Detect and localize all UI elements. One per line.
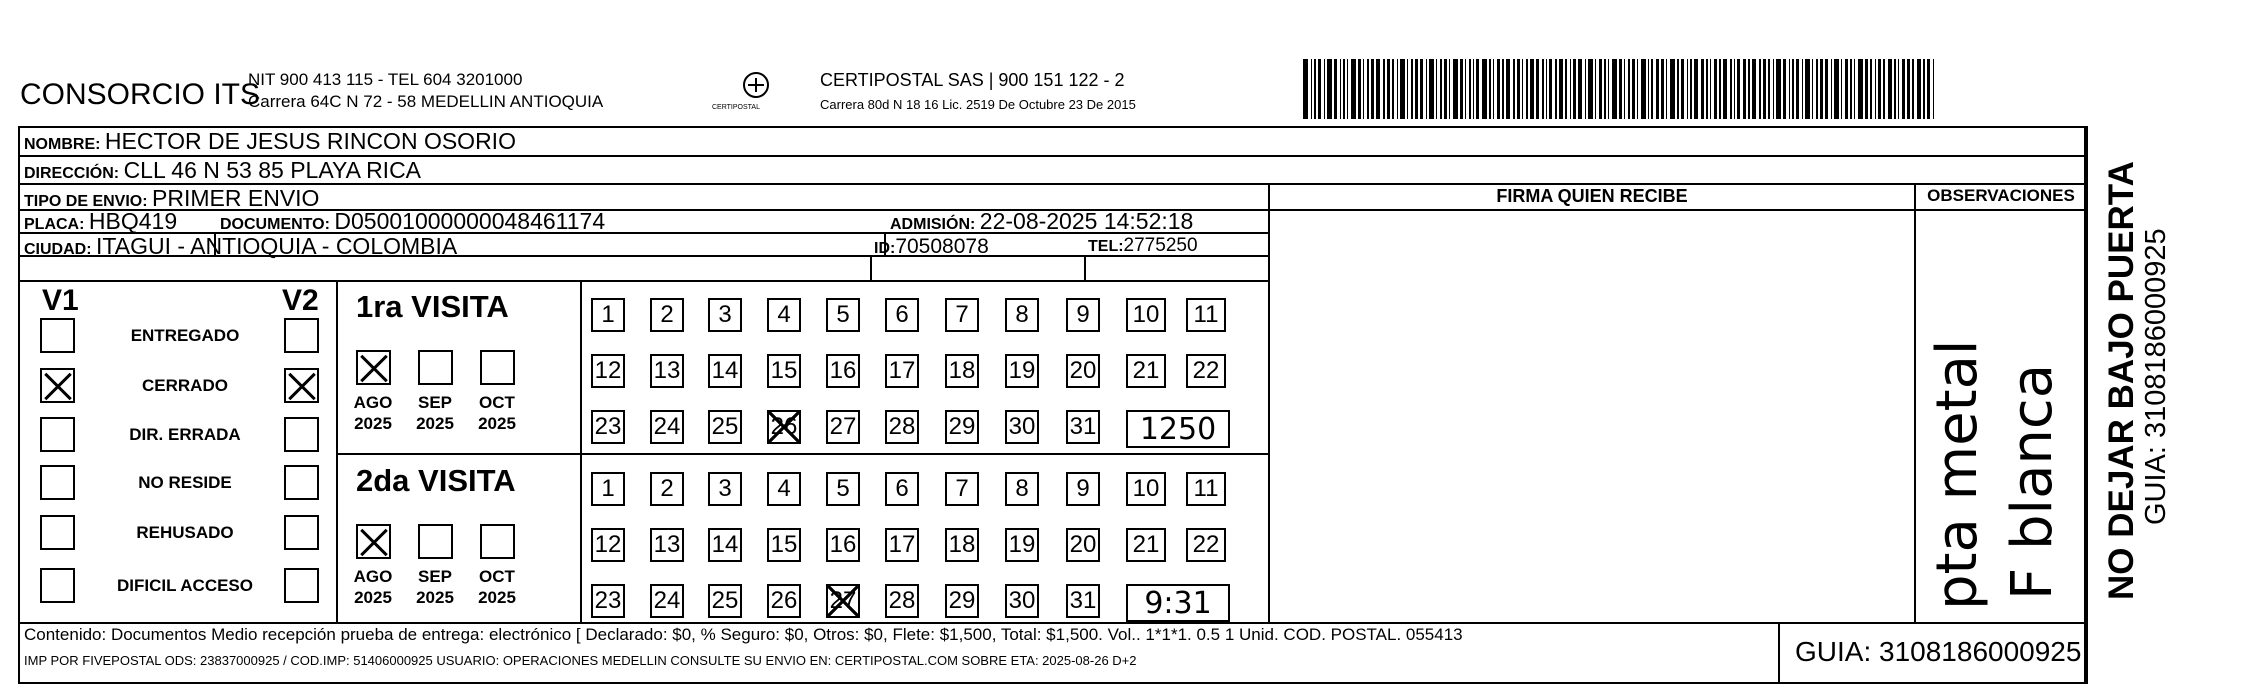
day-cell[interactable]: 24 bbox=[650, 410, 684, 444]
v1-checkbox[interactable] bbox=[40, 318, 75, 353]
documento-value: D05001000000048461174 bbox=[334, 208, 606, 234]
day-cell[interactable]: 9 bbox=[1066, 298, 1100, 332]
status-label: CERRADO bbox=[142, 376, 228, 395]
day-cell[interactable]: 19 bbox=[1005, 528, 1039, 562]
id-label: ID: bbox=[874, 240, 896, 257]
month-year: 2025 bbox=[416, 588, 454, 607]
barcode-bar bbox=[1513, 59, 1515, 119]
status-label: DIFICIL ACCESO bbox=[116, 576, 253, 595]
barcode-bar bbox=[1841, 59, 1843, 119]
month-name: SEP bbox=[417, 393, 453, 412]
barcode-bar bbox=[1783, 59, 1786, 119]
day-cell[interactable]: 12 bbox=[591, 354, 625, 388]
barcode-bar bbox=[1619, 59, 1622, 119]
barcode-bar bbox=[1407, 59, 1409, 119]
handwritten-time: 1250 bbox=[1126, 410, 1230, 448]
v1-checkbox[interactable] bbox=[40, 417, 75, 452]
barcode-bar bbox=[1465, 59, 1467, 119]
day-cell[interactable]: 18 bbox=[945, 354, 979, 388]
barcode-bar bbox=[1347, 59, 1349, 119]
day-cell[interactable]: 1 bbox=[591, 472, 625, 506]
month-label bbox=[472, 392, 522, 434]
barcode-bar bbox=[1637, 59, 1639, 119]
barcode-bar bbox=[1661, 59, 1664, 119]
barcode-bar bbox=[1648, 59, 1650, 119]
barcode-bar bbox=[1923, 59, 1925, 119]
day-cell[interactable]: 2 bbox=[650, 298, 684, 332]
v1-checkbox[interactable] bbox=[40, 368, 75, 403]
day-cell[interactable]: 23 bbox=[591, 410, 625, 444]
day-cell[interactable]: 10 bbox=[1126, 472, 1166, 506]
day-cell[interactable]: 6 bbox=[885, 298, 919, 332]
barcode-bar bbox=[1933, 59, 1935, 119]
tel-value: 2775250 bbox=[1123, 235, 1198, 256]
no-dejar-warning: NO DEJAR BAJO PUERTA bbox=[2102, 161, 2141, 600]
barcode-bar bbox=[1681, 59, 1684, 119]
admision-label: ADMISIÓN: bbox=[890, 216, 976, 233]
month-year: 2025 bbox=[478, 414, 516, 433]
barcode-bar bbox=[1845, 59, 1848, 119]
day-cell[interactable]: 30 bbox=[1005, 410, 1039, 444]
day-cell[interactable]: 8 bbox=[1005, 472, 1039, 506]
day-cell[interactable]: 12 bbox=[591, 528, 625, 562]
ciudad-value: ITAGUI - ANTIOQUIA - COLOMBIA bbox=[96, 233, 458, 259]
placa-label: PLACA: bbox=[24, 216, 85, 233]
barcode-bar bbox=[1641, 59, 1646, 119]
barcode-bar bbox=[1612, 59, 1617, 119]
barcode-bar bbox=[1426, 59, 1428, 119]
placa-value: HBQ419 bbox=[88, 208, 178, 234]
status-label: ENTREGADO bbox=[130, 326, 240, 345]
barcode-bar bbox=[1894, 59, 1896, 119]
barcode-bar bbox=[1444, 59, 1447, 119]
admision-row bbox=[890, 208, 1193, 235]
day-cell[interactable]: 3 bbox=[708, 298, 742, 332]
visit-title: 2da VISITA bbox=[356, 463, 516, 498]
barcode-bar bbox=[1768, 59, 1770, 119]
day-cell[interactable]: 17 bbox=[885, 354, 919, 388]
barcode-bar bbox=[1816, 59, 1818, 119]
month-checkbox[interactable] bbox=[356, 524, 391, 559]
day-cell[interactable]: 25 bbox=[708, 584, 742, 618]
barcode-bar bbox=[1415, 59, 1418, 119]
day-cell[interactable]: 24 bbox=[650, 584, 684, 618]
certipostal-logo-icon bbox=[726, 70, 786, 120]
barcode-bar bbox=[1334, 59, 1337, 119]
day-cell[interactable]: 28 bbox=[885, 584, 919, 618]
barcode-bar bbox=[1898, 59, 1900, 119]
barcode-bar bbox=[1763, 59, 1766, 119]
barcode-bar bbox=[1752, 59, 1757, 119]
day-cell[interactable]: 19 bbox=[1005, 354, 1039, 388]
day-cell[interactable]: 30 bbox=[1005, 584, 1039, 618]
day-cell[interactable]: 18 bbox=[945, 528, 979, 562]
day-cell[interactable]: 27 bbox=[826, 410, 860, 444]
barcode-bar bbox=[1714, 59, 1717, 119]
direccion-row bbox=[24, 157, 421, 184]
company-name: CONSORCIO ITS bbox=[20, 78, 261, 111]
month-name: AGO bbox=[353, 567, 393, 586]
barcode-bar bbox=[1743, 59, 1746, 119]
barcode-bar bbox=[1526, 59, 1528, 119]
barcode-bar bbox=[1367, 59, 1369, 119]
barcode-bar bbox=[1311, 59, 1313, 119]
barcode-bar bbox=[1546, 59, 1548, 119]
day-cell[interactable]: 6 bbox=[885, 472, 919, 506]
v2-checkbox[interactable] bbox=[284, 368, 319, 403]
day-cell[interactable]: 7 bbox=[945, 472, 979, 506]
barcode-bar bbox=[1917, 59, 1922, 119]
barcode-bar bbox=[1723, 59, 1728, 119]
barcode-bar bbox=[1440, 59, 1442, 119]
barcode-bar bbox=[1796, 59, 1799, 119]
month-name: OCT bbox=[479, 393, 515, 412]
month-label bbox=[348, 566, 398, 608]
barcode-bar bbox=[1506, 59, 1511, 119]
barcode-bar bbox=[1559, 59, 1564, 119]
day-cell[interactable]: 13 bbox=[650, 528, 684, 562]
company-address: Carrera 64C N 72 - 58 MEDELLIN ANTIOQUIA bbox=[248, 92, 604, 111]
barcode-bar bbox=[1907, 59, 1910, 119]
direccion-value: CLL 46 N 53 85 PLAYA RICA bbox=[123, 157, 422, 183]
day-cell[interactable]: 25 bbox=[708, 410, 742, 444]
v2-checkbox[interactable] bbox=[284, 417, 319, 452]
barcode-bar bbox=[1912, 59, 1914, 119]
id-row bbox=[874, 235, 989, 259]
barcode-bar bbox=[1834, 59, 1839, 119]
barcode-bar bbox=[1875, 59, 1877, 119]
day-cell[interactable]: 22 bbox=[1186, 354, 1226, 388]
day-cell[interactable]: 16 bbox=[826, 354, 860, 388]
v2-checkbox[interactable] bbox=[284, 465, 319, 500]
barcode-bar bbox=[1656, 59, 1659, 119]
day-cell[interactable]: 5 bbox=[826, 298, 860, 332]
barcode-bar bbox=[1865, 59, 1868, 119]
day-cell[interactable]: 17 bbox=[885, 528, 919, 562]
nombre-label: NOMBRE: bbox=[24, 136, 101, 153]
barcode-bar bbox=[1690, 59, 1692, 119]
barcode-bar bbox=[1303, 59, 1308, 119]
day-cell[interactable]: 8 bbox=[1005, 298, 1039, 332]
barcode-bar bbox=[1854, 59, 1856, 119]
day-cell[interactable]: 31 bbox=[1066, 584, 1100, 618]
barcode-bar bbox=[1565, 59, 1567, 119]
day-cell[interactable]: 4 bbox=[767, 298, 801, 332]
barcode-bar bbox=[1628, 59, 1630, 119]
barcode-bar bbox=[1436, 59, 1438, 119]
barcode-bar bbox=[1578, 59, 1581, 119]
barcode-bar bbox=[1588, 59, 1593, 119]
tel-row bbox=[1088, 235, 1198, 257]
barcode-bar bbox=[1324, 59, 1326, 119]
guia-vertical: GUIA: 3108186000925 bbox=[2140, 228, 2172, 525]
barcode-bar bbox=[1624, 59, 1626, 119]
barcode-bar bbox=[1397, 59, 1399, 119]
barcode-bar bbox=[1608, 59, 1610, 119]
barcode bbox=[1303, 59, 1936, 119]
contenido-text: Contenido: Documentos Medio recepción prueba de entrega: electrónico [ Declarado: $0, % Seguro: $0, Otros: $0, Flete: $1,500, Total: $1,500. Vol.. 1*1*1. 0.5 1 Unid. COD. POSTAL. 055413 bbox=[24, 625, 1463, 644]
barcode-bar bbox=[1670, 59, 1675, 119]
status-label: REHUSADO bbox=[136, 523, 234, 542]
barcode-bar bbox=[1340, 59, 1342, 119]
day-cell[interactable]: 23 bbox=[591, 584, 625, 618]
month-label bbox=[348, 392, 398, 434]
barcode-bar bbox=[1677, 59, 1679, 119]
month-checkbox[interactable] bbox=[356, 350, 391, 385]
month-checkbox[interactable] bbox=[480, 524, 515, 559]
barcode-bar bbox=[1411, 59, 1413, 119]
day-cell[interactable]: 29 bbox=[945, 584, 979, 618]
barcode-bar bbox=[1878, 59, 1881, 119]
barcode-bar bbox=[1687, 59, 1689, 119]
barcode-bar bbox=[1497, 59, 1500, 119]
barcode-bar bbox=[1585, 59, 1587, 119]
barcode-bar bbox=[1570, 59, 1572, 119]
day-cell[interactable]: 14 bbox=[708, 354, 742, 388]
barcode-bar bbox=[1358, 59, 1361, 119]
ciudad-label: CIUDAD: bbox=[24, 241, 92, 258]
barcode-bar bbox=[1476, 59, 1479, 119]
barcode-bar bbox=[1927, 59, 1930, 119]
certipostal-line: CERTIPOSTAL SAS | 900 151 122 - 2 bbox=[820, 70, 1125, 90]
day-cell[interactable]: 3 bbox=[708, 472, 742, 506]
v1-checkbox[interactable] bbox=[40, 568, 75, 603]
day-cell[interactable]: 22 bbox=[1186, 528, 1226, 562]
day-cell[interactable]: 9 bbox=[1066, 472, 1100, 506]
v1-label: V1 bbox=[42, 284, 79, 317]
observation-line-2: F blanca bbox=[2000, 363, 2065, 600]
barcode-bar bbox=[1730, 59, 1732, 119]
month-name: SEP bbox=[417, 567, 453, 586]
day-cell[interactable]: 11 bbox=[1186, 298, 1226, 332]
barcode-bar bbox=[1351, 59, 1356, 119]
v1-checkbox[interactable] bbox=[40, 515, 75, 550]
barcode-bar bbox=[1387, 59, 1390, 119]
firma-header: FIRMA QUIEN RECIBE bbox=[1496, 186, 1688, 206]
barcode-bar bbox=[1489, 59, 1491, 119]
month-checkbox[interactable] bbox=[418, 524, 453, 559]
day-cell[interactable]: 14 bbox=[708, 528, 742, 562]
day-cell[interactable]: 21 bbox=[1126, 354, 1166, 388]
barcode-bar bbox=[1666, 59, 1668, 119]
barcode-bar bbox=[1651, 59, 1653, 119]
documento-label: DOCUMENTO: bbox=[220, 216, 330, 233]
barcode-bar bbox=[1371, 59, 1374, 119]
barcode-bar bbox=[1383, 59, 1385, 119]
day-cell[interactable]: 13 bbox=[650, 354, 684, 388]
barcode-bar bbox=[1773, 59, 1775, 119]
v2-checkbox[interactable] bbox=[284, 318, 319, 353]
barcode-bar bbox=[1420, 59, 1423, 119]
barcode-bar bbox=[1502, 59, 1504, 119]
tipo-value: PRIMER ENVIO bbox=[152, 185, 320, 211]
day-cell[interactable]: 10 bbox=[1126, 298, 1166, 332]
barcode-bar bbox=[1888, 59, 1893, 119]
barcode-bar bbox=[1318, 59, 1321, 119]
barcode-bar bbox=[1400, 59, 1405, 119]
barcode-bar bbox=[1858, 59, 1863, 119]
status-label: DIR. ERRADA bbox=[129, 425, 241, 444]
nombre-row bbox=[24, 128, 516, 155]
nit-line: NIT 900 413 115 - TEL 604 3201000 bbox=[248, 70, 523, 89]
day-cell[interactable]: 20 bbox=[1066, 528, 1100, 562]
barcode-bar bbox=[1453, 59, 1458, 119]
handwritten-time: 9:31 bbox=[1126, 584, 1230, 622]
day-cell[interactable]: 15 bbox=[767, 528, 801, 562]
month-checkbox[interactable] bbox=[480, 350, 515, 385]
barcode-bar bbox=[1737, 59, 1740, 119]
barcode-bar bbox=[1883, 59, 1885, 119]
barcode-bar bbox=[1493, 59, 1495, 119]
barcode-bar bbox=[1363, 59, 1365, 119]
logo-text: CERTIPOSTAL bbox=[712, 104, 760, 111]
barcode-bar bbox=[1604, 59, 1606, 119]
barcode-bar bbox=[1536, 59, 1539, 119]
barcode-bar bbox=[1831, 59, 1833, 119]
month-label bbox=[472, 566, 522, 608]
barcode-bar bbox=[1392, 59, 1394, 119]
month-year: 2025 bbox=[354, 588, 392, 607]
v2-checkbox[interactable] bbox=[284, 568, 319, 603]
certipostal-address: Carrera 80d N 18 16 Lic. 2519 De Octubre 23 De 2015 bbox=[820, 97, 1136, 112]
barcode-bar bbox=[1469, 59, 1471, 119]
barcode-bar bbox=[1343, 59, 1345, 119]
barcode-bar bbox=[1789, 59, 1791, 119]
barcode-bar bbox=[1522, 59, 1524, 119]
day-cell[interactable]: 28 bbox=[885, 410, 919, 444]
month-name: OCT bbox=[479, 567, 515, 586]
barcode-bar bbox=[1473, 59, 1475, 119]
tel-label: TEL: bbox=[1088, 238, 1124, 255]
v2-checkbox[interactable] bbox=[284, 515, 319, 550]
month-name: AGO bbox=[353, 393, 393, 412]
barcode-bar bbox=[1759, 59, 1761, 119]
month-year: 2025 bbox=[478, 588, 516, 607]
day-cell[interactable]: 26 bbox=[767, 410, 801, 444]
barcode-bar bbox=[1530, 59, 1535, 119]
month-year: 2025 bbox=[354, 414, 392, 433]
barcode-bar bbox=[1805, 59, 1810, 119]
barcode-bar bbox=[1599, 59, 1602, 119]
barcode-bar bbox=[1902, 59, 1905, 119]
barcode-bar bbox=[1719, 59, 1721, 119]
day-cell[interactable]: 4 bbox=[767, 472, 801, 506]
barcode-bar bbox=[1595, 59, 1597, 119]
direccion-label: DIRECCIÓN: bbox=[24, 165, 120, 182]
barcode-bar bbox=[1802, 59, 1804, 119]
admision-value: 22-08-2025 14:52:18 bbox=[979, 208, 1194, 234]
day-cell[interactable]: 7 bbox=[945, 298, 979, 332]
status-label: NO RESIDE bbox=[138, 473, 232, 492]
barcode-bar bbox=[1632, 59, 1635, 119]
day-cell[interactable]: 27 bbox=[826, 584, 860, 618]
day-cell[interactable]: 26 bbox=[767, 584, 801, 618]
barcode-bar bbox=[1710, 59, 1712, 119]
barcode-bar bbox=[1542, 59, 1544, 119]
observation-line-1: pta metal bbox=[1925, 339, 1990, 610]
barcode-bar bbox=[1573, 59, 1576, 119]
day-cell[interactable]: 1 bbox=[591, 298, 625, 332]
barcode-bar bbox=[1327, 59, 1332, 119]
barcode-bar bbox=[1706, 59, 1708, 119]
barcode-bar bbox=[1701, 59, 1704, 119]
barcode-bar bbox=[1555, 59, 1557, 119]
id-value: 70508078 bbox=[895, 235, 989, 258]
day-cell[interactable]: 31 bbox=[1066, 410, 1100, 444]
barcode-bar bbox=[1376, 59, 1381, 119]
month-checkbox[interactable] bbox=[418, 350, 453, 385]
footer-guia: GUIA: 3108186000925 bbox=[1795, 636, 2082, 667]
observaciones-header: OBSERVACIONES bbox=[1927, 186, 2075, 205]
day-cell[interactable]: 20 bbox=[1066, 354, 1100, 388]
month-label bbox=[410, 392, 460, 434]
documento-row bbox=[220, 208, 605, 235]
day-cell[interactable]: 11 bbox=[1186, 472, 1226, 506]
nombre-value: HECTOR DE JESUS RINCON OSORIO bbox=[104, 128, 516, 154]
barcode-bar bbox=[1870, 59, 1872, 119]
barcode-bar bbox=[1449, 59, 1451, 119]
barcode-bar bbox=[1429, 59, 1434, 119]
day-cell[interactable]: 2 bbox=[650, 472, 684, 506]
barcode-bar bbox=[1820, 59, 1823, 119]
barcode-bar bbox=[1850, 59, 1852, 119]
barcode-bar bbox=[1517, 59, 1520, 119]
barcode-bar bbox=[1812, 59, 1814, 119]
barcode-bar bbox=[1825, 59, 1828, 119]
day-cell[interactable]: 5 bbox=[826, 472, 860, 506]
imp-text: IMP POR FIVEPOSTAL ODS: 23837000925 / COD.IMP: 51406000925 USUARIO: OPERACIONES MEDELLIN CONSULTE SU ENVIO EN: CERTIPOSTAL.COM SOBRE ETA: 2025-08-26 D+2 bbox=[24, 653, 1137, 668]
tipo-label: TIPO DE ENVIO: bbox=[24, 193, 148, 210]
barcode-bar bbox=[1314, 59, 1316, 119]
barcode-bar bbox=[1549, 59, 1552, 119]
visit-title: 1ra VISITA bbox=[356, 289, 509, 324]
v2-label: V2 bbox=[282, 284, 319, 317]
barcode-bar bbox=[1792, 59, 1794, 119]
ciudad-row bbox=[24, 233, 457, 260]
month-year: 2025 bbox=[416, 414, 454, 433]
barcode-bar bbox=[1482, 59, 1487, 119]
day-cell[interactable]: 16 bbox=[826, 528, 860, 562]
day-cell[interactable]: 29 bbox=[945, 410, 979, 444]
barcode-bar bbox=[1460, 59, 1463, 119]
barcode-bar bbox=[1734, 59, 1736, 119]
month-label bbox=[410, 566, 460, 608]
day-cell[interactable]: 15 bbox=[767, 354, 801, 388]
v1-checkbox[interactable] bbox=[40, 465, 75, 500]
barcode-bar bbox=[1776, 59, 1781, 119]
placa-row bbox=[24, 208, 177, 235]
day-cell[interactable]: 21 bbox=[1126, 528, 1166, 562]
barcode-bar bbox=[1748, 59, 1750, 119]
barcode-bar bbox=[1694, 59, 1699, 119]
